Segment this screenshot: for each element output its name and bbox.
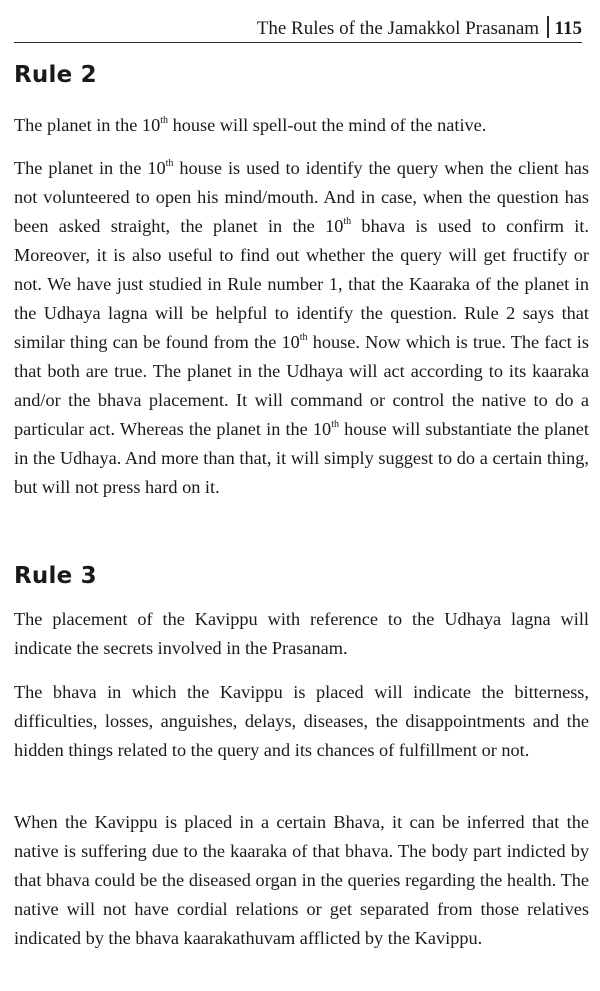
rule-2-explanation: The planet in the 10th house is used to identify the query when the client has not volunteered to open his mind/mouth. And in case, when the question has been asked straight, the planet in the 10th bhava is used to confirm it. Moreover, it is also useful to find out whether the query will get fructify or not. We have just studied in Rule number 1, that the Kaaraka of the planet in the Udhaya lagna will be helpful to identify the question. Rule 2 says that similar thing can be found from the 10th house. Now which is true. The fact is that both are true. The planet in the Udhaya will act according to its kaaraka and/or the bhava placement. It will command or control the native to do a particular act. Whereas the planet in the 10th house will substantiate the planet in the Udhaya. And more than that, it will simply suggest to do a certain thing, but will not press hard on it. [14,158,590,497]
running-header [14,14,582,43]
header-separator [547,16,549,38]
rule-3-paragraph-2: The bhava in which the Kavippu is placed will indicate the bitterness, difficulties, losses, anguishes, delays, diseases, the disappointments and the hidden things related to the query and its chances of fulfillment or not. [14,682,589,760]
rule-2-heading: Rule 2 [14,62,97,88]
page-number: 115 [554,18,582,39]
rule-3-statement: The placement of the Kavippu with reference to the Udhaya lagna will indicate the secrets involved in the Prasanam. [14,609,589,658]
rule-2-statement: The planet in the 10th house will spell-out the mind of the native. [14,115,487,135]
running-title: The Rules of the Jamakkol Prasanam [256,18,540,39]
rule-3-paragraph-3: When the Kavippu is placed in a certain Bhava, it can be inferred that the native is suffering due to the kaaraka of that bhava. The body part indicted by that bhava could be the diseased organ in the queries regarding the health. The native will not have cordial relations or get separated from those relatives indicated by the bhava kaarakathuvam afflicted by the Kavippu. [14,812,589,948]
running-header-text [257,16,582,40]
rule-3-heading: Rule 3 [14,563,97,589]
